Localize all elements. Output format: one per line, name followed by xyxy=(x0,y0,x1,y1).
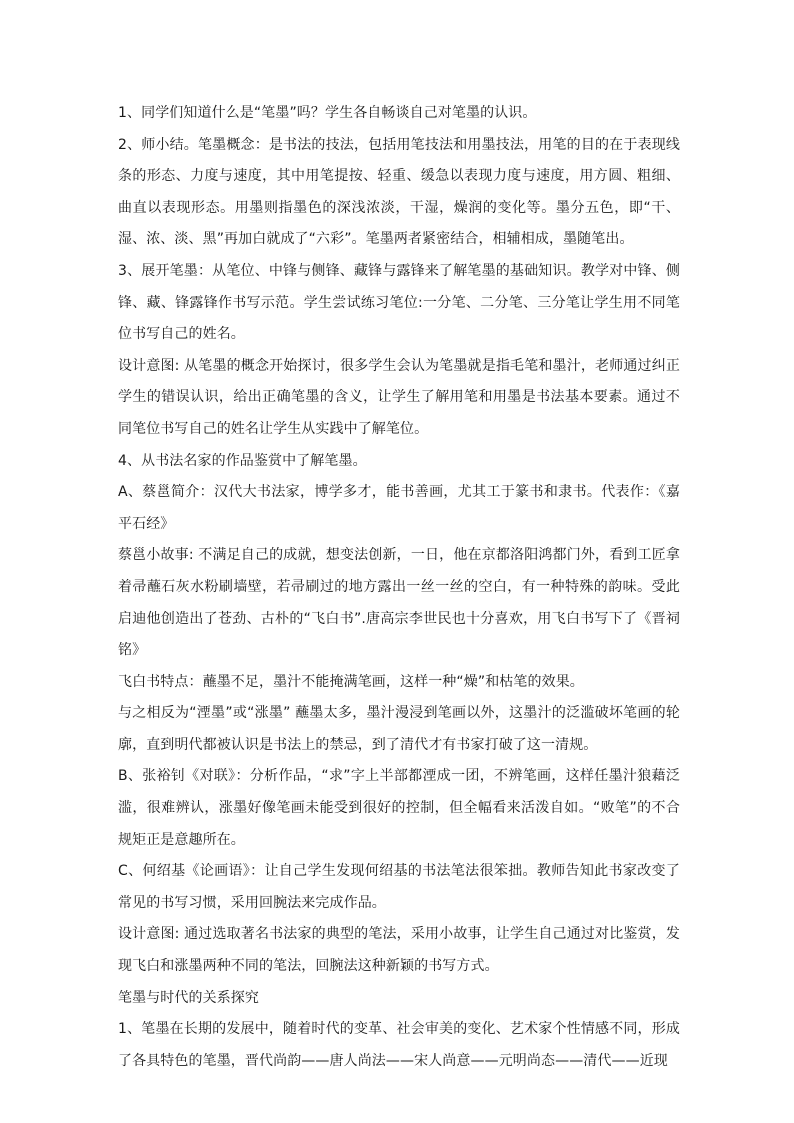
section-heading-era: 笔墨与时代的关系探究 xyxy=(118,989,259,1006)
paragraph-he-shaoji: C、何绍基《论画语》：让自己学生发现何绍基的书法笔法很笨拙。教师告知此书家改变了常见的书写习惯，采用回腕法来完成作品。 xyxy=(118,863,680,911)
paragraph-feibai-features: 飞白书特点：蘸墨不足，墨汁不能掩满笔画，这样一种“燥”和枯笔的效果。 xyxy=(118,673,584,690)
paragraph-cai-yong-intro: A、蔡邕简介：汉代大书法家，博学多才，能书善画，尤其工于篆书和隶书。代表作：《嘉平石经》 xyxy=(118,484,680,532)
document-body xyxy=(118,98,680,1077)
paragraph-masters-appreciation: 4、从书法名家的作品鉴赏中了解笔墨。 xyxy=(118,452,367,469)
paragraph-question: 1、同学们知道什么是“笔墨”吗？学生各自畅谈自己对笔墨的认识。 xyxy=(118,105,537,121)
paragraph-zhang-yuzhao: B、张裕钊《对联》：分析作品，“求”字上半部都湮成一团，不辨笔画，这样任墨汁狼藉泛滥，很难辨认，涨墨好像笔画未能受到很好的控制，但全幅看来活泼自如。“败笔”的不合规矩正是意趣所在。 xyxy=(118,768,680,848)
paragraph-teacher-summary: 2、师小结。笔墨概念：是书法的技法，包括用笔技法和用墨技法，用笔的目的在于表现线条的形态、力度与速度，其中用笔提按、轻重、缓急以表现力度与速度，用方圆、粗细、曲直以表现形态。用墨则指墨色的深浅浓淡，干湿，燥润的变化等。墨分五色，即“干、湿、浓、淡、黑”再加白就成了“六彩”。笔墨两者紧密结合，相辅相成，墨随笔出。 xyxy=(118,136,680,248)
paragraph-cai-yong-story: 蔡邕小故事: 不满足自己的成就，想变法创新，一日，他在京都洛阳鸿都门外，看到工匠拿着帚蘸石灰水粉刷墙壁，若帚刷过的地方露出一丝一丝的空白，有一种特殊的韵味。受此启迪他创造出了苍劲、古朴的“飞白书”.唐高宗李世民也十分喜欢，用飞白书写下了《晋祠铭》 xyxy=(118,547,680,659)
paragraph-zhangmo: 与之相反为“湮墨”或“涨墨” 蘸墨太多，墨汁漫浸到笔画以外，这墨汁的泛滥破坏笔画的轮廓，直到明代都被认识是书法上的禁忌，到了清代才有书家打破了这一清规。 xyxy=(118,705,680,753)
paragraph-design-intent-1: 设计意图: 从笔墨的概念开始探讨，很多学生会认为笔墨就是指毛笔和墨汁，老师通过纠正学生的错误认识，给出正确笔墨的含义，让学生了解用笔和用墨是书法基本要素。通过不同笔位书写自己的姓名让学生从实践中了解笔位。 xyxy=(118,357,680,437)
paragraph-brush-technique: 3、展开笔墨：从笔位、中锋与侧锋、藏锋与露锋来了解笔墨的基础知识。教学对中锋、侧锋、藏、锋露锋作书写示范。学生尝试练习笔位:一分笔、二分笔、三分笔让学生用不同笔位书写自己的姓名。 xyxy=(118,262,680,343)
paragraph-design-intent-2: 设计意图: 通过选取著名书法家的典型的笔法，采用小故事，让学生自己通过对比鉴赏，发现飞白和涨墨两种不同的笔法，回腕法这种新颖的书写方式。 xyxy=(118,926,680,975)
paragraph-era-development: 1、笔墨在长期的发展中，随着时代的变革、社会审美的变化、艺术家个性情感不同，形成了各具特色的笔墨，晋代尚韵——唐人尚法——宋人尚意——元明尚态——清代——近现 xyxy=(118,1021,680,1069)
